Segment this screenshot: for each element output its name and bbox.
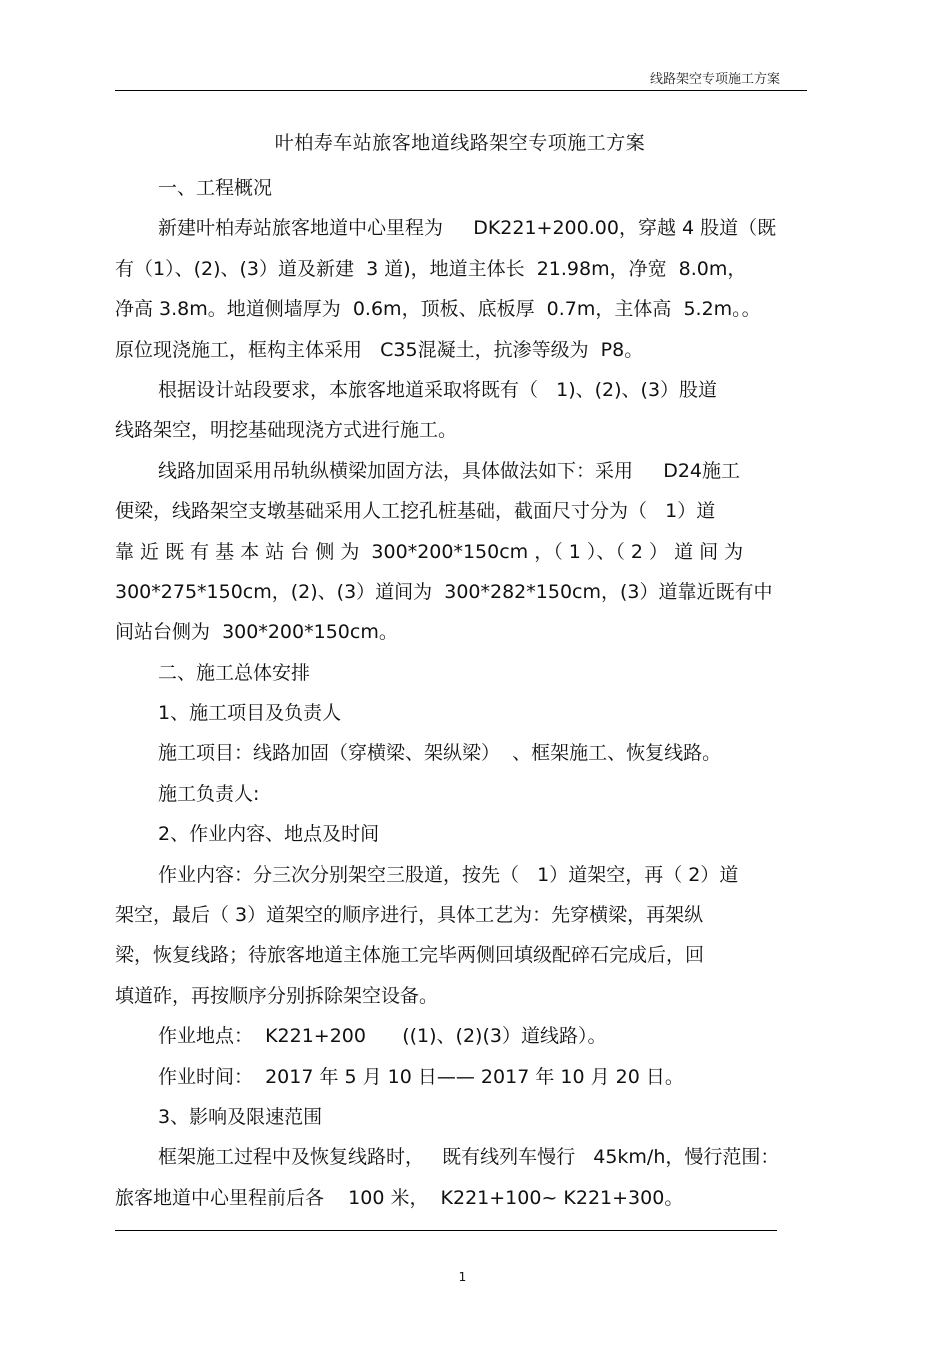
paragraph-line: 施工项目：线路加固（穿横梁、架纵梁） 、框架施工、恢复线路。 [158,742,722,765]
paragraph-line: 便梁，线路架空支墩基础采用人工挖孔桩基础，截面尺寸分为（ 1）道 [115,500,716,523]
paragraph-line: 300*275*150cm，(2)、(3）道间为 300*282*150cm，(3）道靠近既有中 [115,580,773,603]
paragraph-line: 线路加固采用吊轨纵横梁加固方法，具体做法如下：采用 D24施工 [158,459,741,482]
section-heading: 一、工程概况 [158,177,273,199]
subsection-heading: 2、作业内容、地点及时间 [158,823,380,846]
paragraph-line: 根据设计站段要求，本旅客地道采取将既有（ 1)、(2)、(3）股道 [158,378,718,401]
page-number: 1 [458,1270,467,1284]
subsection-heading: 3、影响及限速范围 [158,1105,323,1128]
paragraph-line: 旅客地道中心里程前后各 100 米， K221+100~ K221+300。 [115,1186,684,1209]
footer-divider [115,1230,777,1231]
paragraph-line: 填道砟，再按顺序分别拆除架空设备。 [115,984,439,1007]
document-title: 叶柏寿车站旅客地道线路架空专项施工方案 [274,132,646,154]
paragraph-line: 间站台侧为 300*200*150cm。 [115,621,398,644]
section-heading: 二、施工总体安排 [158,661,311,684]
subsection-heading: 1、施工项目及负责人 [158,702,342,725]
paragraph-line: 净高 3.8m。地道侧墙厚为 0.6m，顶板、底板厚 0.7m，主体高 5.2m。。 [115,298,761,321]
paragraph-line: 作业内容：分三次分别架空三股道，按先（ 1）道架空，再（ 2）道 [158,863,739,886]
paragraph-line: 梁，恢复线路；待旅客地道主体施工完毕两侧回填级配碎石完成后，回 [115,944,705,967]
paragraph-line: 有（1）、(2)、(3）道及新建 3 道)，地道主体长 21.98m，净宽 8.0m， [115,257,747,280]
header-divider [115,90,807,91]
paragraph-line: 作业地点： K221+200 ((1)、(2)(3）道线路）。 [158,1025,607,1048]
paragraph-line: 作业时间： 2017 年 5 月 10 日—— 2017 年 10 月 20 日。 [158,1065,684,1088]
paragraph-line: 框架施工过程中及恢复线路时， 既有线列车慢行 45km/h，慢行范围： [158,1146,780,1169]
paragraph-line: 新建叶柏寿站旅客地道中心里程为 DK221+200.00，穿越 4 股道（既 [158,217,777,240]
paragraph-line: 靠 近 既 有 基 本 站 台 侧 为 300*200*150cm ，（ 1 ）、（ 2 ） 道 间 为 [115,540,744,563]
header-title: 线路架空专项施工方案 [649,72,780,87]
paragraph-line: 施工负责人: [158,782,260,805]
paragraph-line: 线路架空，明挖基础现浇方式进行施工。 [115,419,458,442]
paragraph-line: 原位现浇施工，框构主体采用 C35混凝土，抗渗等级为 P8。 [115,338,644,361]
document-body [115,168,807,1218]
paragraph-line: 架空，最后（ 3）道架空的顺序进行，具体工艺为：先穿横梁，再架纵 [115,904,704,927]
